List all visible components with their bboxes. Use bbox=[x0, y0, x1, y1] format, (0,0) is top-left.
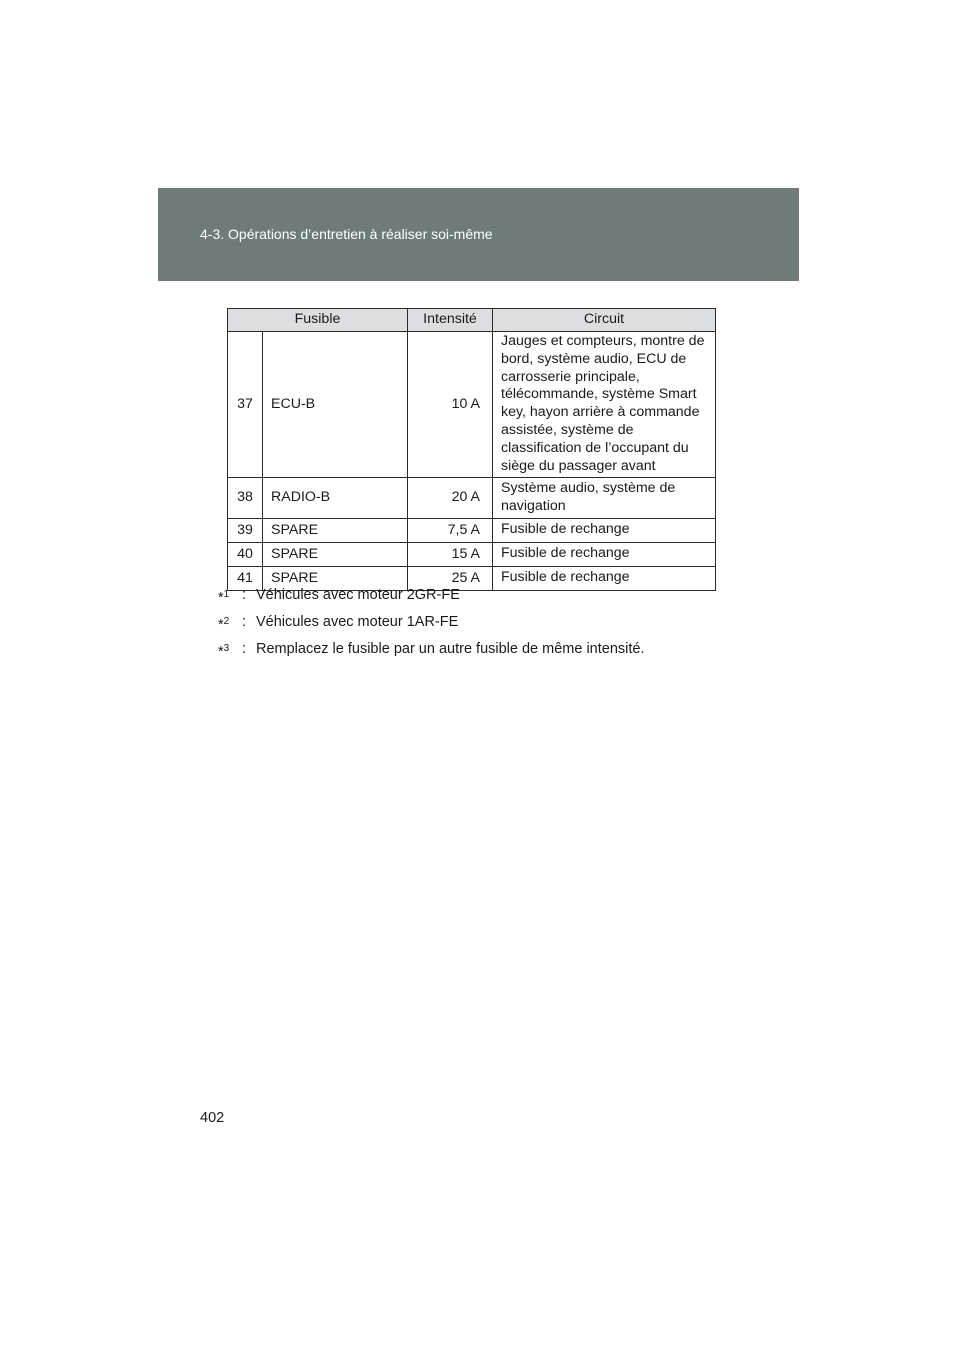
table-row bbox=[228, 519, 716, 543]
footnote: *$^2$ : Véhicules avec moteur 1AR-FE bbox=[218, 610, 644, 637]
table-row bbox=[228, 332, 716, 478]
fuse-amperage: 7,5 A bbox=[408, 519, 493, 543]
table-header-row bbox=[228, 309, 716, 332]
fuse-number: 38 bbox=[228, 478, 263, 519]
footnote-asterisk: * bbox=[218, 590, 224, 606]
footnote-index: 2 bbox=[223, 616, 230, 627]
column-header-circuit: Circuit bbox=[493, 309, 716, 332]
fuse-circuit: Fusible de rechange bbox=[493, 519, 716, 543]
fuse-circuit: Fusible de rechange bbox=[493, 567, 716, 591]
footnote-text: Véhicules avec moteur 2GR-FE bbox=[256, 587, 460, 603]
footnote-text: Remplacez le fusible par un autre fusible de même intensité. bbox=[256, 641, 645, 657]
fuse-circuit: Jauges et compteurs, montre de bord, système audio, ECU de carrosserie principale, télécommande, système Smart key, hayon arrière à commande assistée, système de classification de l’occupant du siège du passager avant bbox=[493, 332, 716, 478]
footnote: *$^3$ : Remplacez le fusible par un autre fusible de même intensité. bbox=[218, 637, 644, 664]
section-header-band bbox=[158, 188, 799, 281]
footnote-asterisk: * bbox=[218, 644, 224, 660]
fuse-number: 40 bbox=[228, 543, 263, 567]
fuse-table bbox=[227, 308, 716, 591]
fuse-name: RADIO-B bbox=[263, 478, 408, 519]
footnote-asterisk: * bbox=[218, 617, 224, 633]
fuse-name: SPARE bbox=[263, 567, 408, 591]
footnotes bbox=[218, 583, 644, 664]
column-header-intensite: Intensité bbox=[408, 309, 493, 332]
fuse-circuit: Fusible de rechange bbox=[493, 543, 716, 567]
fuse-number: 41 bbox=[228, 567, 263, 591]
fuse-number: 37 bbox=[228, 332, 263, 478]
footnote-index: 3 bbox=[223, 643, 230, 654]
fuse-name: SPARE bbox=[263, 543, 408, 567]
fuse-name: ECU-B bbox=[263, 332, 408, 478]
fuse-name: SPARE bbox=[263, 519, 408, 543]
fuse-amperage: 20 A bbox=[408, 478, 493, 519]
column-header-fusible: Fusible bbox=[228, 309, 408, 332]
footnote-text: Véhicules avec moteur 1AR-FE bbox=[256, 614, 459, 630]
section-title: 4-3. Opérations d’entretien à réaliser soi-même bbox=[200, 226, 493, 242]
table-row bbox=[228, 543, 716, 567]
fuse-circuit: Système audio, système de navigation bbox=[493, 478, 716, 519]
page-number: 402 bbox=[200, 1110, 225, 1126]
fuse-amperage: 15 A bbox=[408, 543, 493, 567]
table-row bbox=[228, 478, 716, 519]
footnote-index: 1 bbox=[223, 589, 230, 600]
fuse-number: 39 bbox=[228, 519, 263, 543]
fuse-amperage: 10 A bbox=[408, 332, 493, 478]
fuse-amperage: 25 A bbox=[408, 567, 493, 591]
footnote: *$^1$ : Véhicules avec moteur 2GR-FE bbox=[218, 583, 644, 610]
